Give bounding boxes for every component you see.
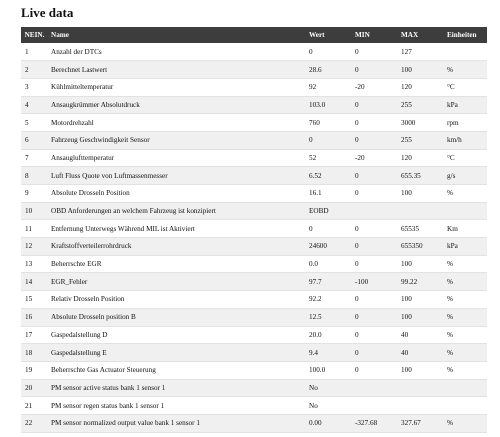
cell-nein: 21 xyxy=(21,397,48,415)
cell-einheiten: °C xyxy=(444,78,487,96)
cell-min: 0 xyxy=(352,361,398,379)
cell-min: 0 xyxy=(352,344,398,362)
cell-name: Beherrschte EGR xyxy=(48,255,306,273)
cell-max: 99.22 xyxy=(398,273,444,291)
table-row[interactable] xyxy=(21,167,487,185)
cell-max: 3000 xyxy=(398,114,444,132)
cell-name: Kühlmitteltemperatur xyxy=(48,78,306,96)
cell-wert: 16.1 xyxy=(306,185,352,203)
cell-max: 40 xyxy=(398,344,444,362)
cell-wert: 0 xyxy=(306,220,352,238)
cell-nein: 7 xyxy=(21,149,48,167)
cell-name: Ansaugkrümmer Absolutdruck xyxy=(48,96,306,114)
cell-max: 40 xyxy=(398,326,444,344)
cell-min: -20 xyxy=(352,78,398,96)
cell-min xyxy=(352,397,398,415)
live-data-table xyxy=(21,27,487,433)
cell-name: Motordrehzahl xyxy=(48,114,306,132)
table-row[interactable] xyxy=(21,291,487,309)
cell-nein: 2 xyxy=(21,61,48,79)
cell-max: 655.35 xyxy=(398,167,444,185)
cell-einheiten: rpm xyxy=(444,114,487,132)
cell-einheiten: % xyxy=(444,361,487,379)
cell-name: PM sensor normalized output value bank 1 sensor 1 xyxy=(48,414,306,432)
table-row[interactable] xyxy=(21,273,487,291)
cell-nein: 18 xyxy=(21,344,48,362)
cell-wert: 0.00 xyxy=(306,414,352,432)
cell-einheiten: g/s xyxy=(444,167,487,185)
table-row[interactable] xyxy=(21,414,487,432)
cell-nein: 14 xyxy=(21,273,48,291)
table-row[interactable] xyxy=(21,202,487,220)
table-header-row xyxy=(21,27,487,43)
cell-nein: 16 xyxy=(21,308,48,326)
cell-einheiten: % xyxy=(444,255,487,273)
cell-wert: 24600 xyxy=(306,238,352,256)
cell-einheiten: % xyxy=(444,326,487,344)
table-row[interactable] xyxy=(21,149,487,167)
table-body xyxy=(21,43,487,432)
cell-wert: 0.0 xyxy=(306,255,352,273)
cell-wert: 12.5 xyxy=(306,308,352,326)
cell-max: 327.67 xyxy=(398,414,444,432)
cell-name: Anzahl der DTCs xyxy=(48,43,306,61)
table-row[interactable] xyxy=(21,379,487,397)
cell-wert: 52 xyxy=(306,149,352,167)
cell-wert: EOBD xyxy=(306,202,352,220)
cell-max: 255 xyxy=(398,96,444,114)
cell-wert: 9.4 xyxy=(306,344,352,362)
cell-min: 0 xyxy=(352,43,398,61)
cell-max xyxy=(398,379,444,397)
cell-einheiten: % xyxy=(444,414,487,432)
cell-max: 100 xyxy=(398,308,444,326)
cell-nein: 22 xyxy=(21,414,48,432)
cell-max: 655350 xyxy=(398,238,444,256)
cell-einheiten: kPa xyxy=(444,238,487,256)
column-header-einheiten[interactable]: Einheiten xyxy=(447,31,477,39)
cell-name: Luft Fluss Quote von Luftmassenmesser xyxy=(48,167,306,185)
cell-max: 100 xyxy=(398,185,444,203)
cell-einheiten: % xyxy=(444,185,487,203)
table-row[interactable] xyxy=(21,61,487,79)
cell-min: 0 xyxy=(352,96,398,114)
cell-wert: 760 xyxy=(306,114,352,132)
cell-nein: 1 xyxy=(21,43,48,61)
cell-name: OBD Anforderungen an welchem Fahrzeug ist konzipiert xyxy=(48,202,306,220)
cell-name: Absolute Drosseln position B xyxy=(48,308,306,326)
cell-min: 0 xyxy=(352,61,398,79)
cell-max: 100 xyxy=(398,291,444,309)
cell-nein: 5 xyxy=(21,114,48,132)
column-header-max[interactable]: MAX xyxy=(401,31,419,39)
cell-einheiten: kPa xyxy=(444,96,487,114)
cell-nein: 13 xyxy=(21,255,48,273)
cell-min xyxy=(352,202,398,220)
table-row[interactable] xyxy=(21,397,487,415)
cell-nein: 3 xyxy=(21,78,48,96)
cell-einheiten xyxy=(444,397,487,415)
cell-nein: 9 xyxy=(21,185,48,203)
column-header-name[interactable]: Name xyxy=(51,31,69,39)
cell-min: 0 xyxy=(352,308,398,326)
cell-nein: 10 xyxy=(21,202,48,220)
cell-name: Gaspedalstellung E xyxy=(48,344,306,362)
cell-name: EGR_Fehler xyxy=(48,273,306,291)
cell-wert: 92 xyxy=(306,78,352,96)
cell-einheiten: km/h xyxy=(444,131,487,149)
cell-max: 127 xyxy=(398,43,444,61)
cell-wert: No xyxy=(306,397,352,415)
cell-name: Fahrzeug Geschwindigkeit Sensor xyxy=(48,131,306,149)
column-header-wert[interactable]: Wert xyxy=(309,31,325,39)
cell-max: 65535 xyxy=(398,220,444,238)
cell-min: 0 xyxy=(352,238,398,256)
cell-name: Gaspedalstellung D xyxy=(48,326,306,344)
cell-nein: 12 xyxy=(21,238,48,256)
cell-wert: 0 xyxy=(306,43,352,61)
cell-min: 0 xyxy=(352,185,398,203)
cell-min: 0 xyxy=(352,291,398,309)
cell-max: 100 xyxy=(398,61,444,79)
cell-max: 120 xyxy=(398,78,444,96)
cell-name: Absolute Drosseln Position xyxy=(48,185,306,203)
column-header-nein[interactable]: NEIN. xyxy=(24,31,45,39)
table-row[interactable] xyxy=(21,255,487,273)
cell-nein: 17 xyxy=(21,326,48,344)
cell-wert: 6.52 xyxy=(306,167,352,185)
table-row[interactable] xyxy=(21,326,487,344)
cell-min: 0 xyxy=(352,167,398,185)
table-row[interactable] xyxy=(21,96,487,114)
cell-wert: 28.6 xyxy=(306,61,352,79)
table-row[interactable] xyxy=(21,43,487,61)
cell-einheiten: % xyxy=(444,61,487,79)
cell-name: Beherrschte Gas Actuator Steuerung xyxy=(48,361,306,379)
cell-einheiten xyxy=(444,379,487,397)
cell-name: Entfernung Unterwegs Während MIL ist Aktiviert xyxy=(48,220,306,238)
cell-min: -100 xyxy=(352,273,398,291)
table-row[interactable] xyxy=(21,238,487,256)
cell-max xyxy=(398,202,444,220)
table-row[interactable] xyxy=(21,131,487,149)
cell-nein: 8 xyxy=(21,167,48,185)
table-row[interactable] xyxy=(21,220,487,238)
cell-wert: 103.0 xyxy=(306,96,352,114)
cell-einheiten: % xyxy=(444,308,487,326)
cell-max: 100 xyxy=(398,361,444,379)
cell-min: 0 xyxy=(352,220,398,238)
cell-wert: 97.7 xyxy=(306,273,352,291)
cell-name: Relativ Drosseln Position xyxy=(48,291,306,309)
cell-wert: No xyxy=(306,379,352,397)
cell-max: 100 xyxy=(398,255,444,273)
cell-einheiten: °C xyxy=(444,149,487,167)
cell-nein: 6 xyxy=(21,131,48,149)
cell-einheiten: % xyxy=(444,344,487,362)
cell-wert: 20.0 xyxy=(306,326,352,344)
cell-einheiten: % xyxy=(444,291,487,309)
cell-min: -327.68 xyxy=(352,414,398,432)
cell-einheiten xyxy=(444,202,487,220)
cell-name: Ansauglufttemperatur xyxy=(48,149,306,167)
table-row[interactable] xyxy=(21,78,487,96)
cell-einheiten: % xyxy=(444,273,487,291)
cell-nein: 11 xyxy=(21,220,48,238)
cell-min: 0 xyxy=(352,255,398,273)
page-title: Live data xyxy=(21,5,74,20)
cell-max xyxy=(398,397,444,415)
cell-min xyxy=(352,379,398,397)
cell-name: Berechnet Lastwert xyxy=(48,61,306,79)
cell-max: 255 xyxy=(398,131,444,149)
table-row[interactable] xyxy=(21,308,487,326)
cell-wert: 92.2 xyxy=(306,291,352,309)
cell-name: Kraftstoffverteilerrohrdruck xyxy=(48,238,306,256)
cell-einheiten: Km xyxy=(444,220,487,238)
cell-wert: 0 xyxy=(306,131,352,149)
cell-nein: 15 xyxy=(21,291,48,309)
cell-name: PM sensor regen status bank 1 sensor 1 xyxy=(48,397,306,415)
cell-min: 0 xyxy=(352,114,398,132)
cell-min: -20 xyxy=(352,149,398,167)
cell-nein: 20 xyxy=(21,379,48,397)
column-header-min[interactable]: MIN xyxy=(355,31,370,39)
table-row[interactable] xyxy=(21,361,487,379)
cell-nein: 4 xyxy=(21,96,48,114)
cell-wert: 100.0 xyxy=(306,361,352,379)
cell-einheiten xyxy=(444,43,487,61)
table-row[interactable] xyxy=(21,114,487,132)
cell-max: 120 xyxy=(398,149,444,167)
table-row[interactable] xyxy=(21,344,487,362)
table-row[interactable] xyxy=(21,185,487,203)
cell-min: 0 xyxy=(352,131,398,149)
cell-name: PM sensor active status bank 1 sensor 1 xyxy=(48,379,306,397)
cell-min: 0 xyxy=(352,326,398,344)
cell-nein: 19 xyxy=(21,361,48,379)
